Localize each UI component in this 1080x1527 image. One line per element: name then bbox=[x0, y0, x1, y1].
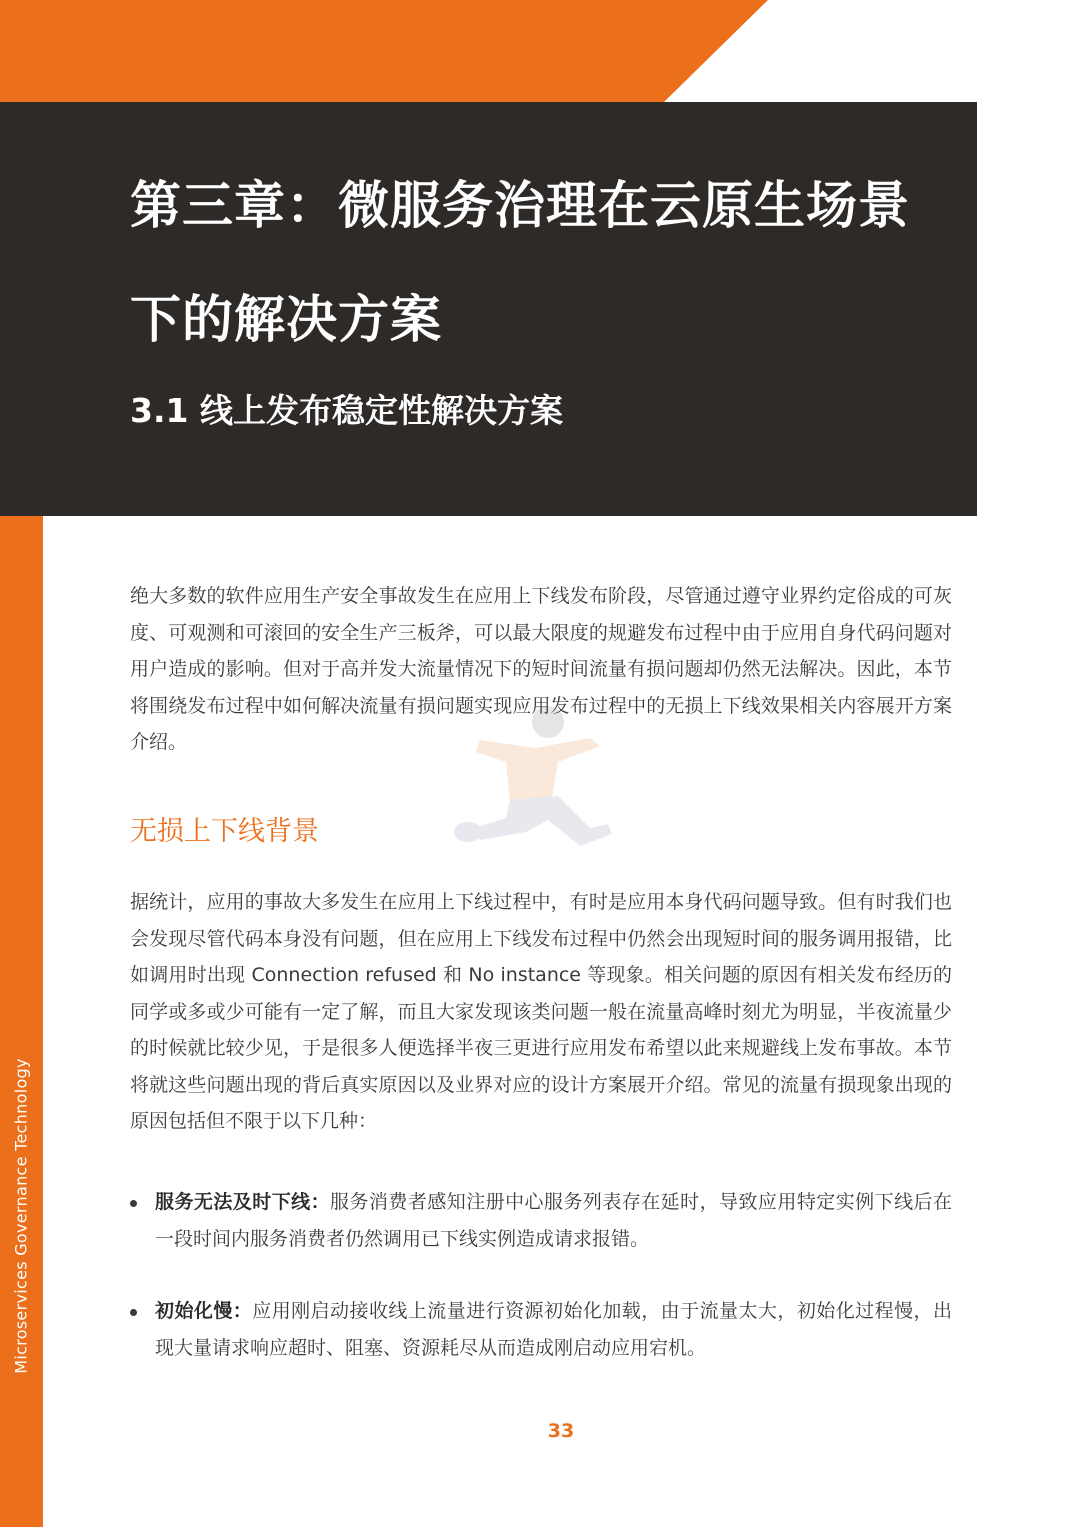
list-item bbox=[130, 1184, 952, 1257]
list-item-description: 服务消费者感知注册中心服务列表存在延时，导致应用特定实例下线后在一段时间内服务消费者仍然调用已下线实例造成请求报错。 bbox=[155, 1191, 952, 1250]
background-paragraph: 据统计，应用的事故大多发生在应用上下线过程中，有时是应用本身代码问题导致。但有时我们也会发现尽管代码本身没有问题，但在应用上下线发布过程中仍然会出现短时间的服务调用报错，比如调用时出现 Connection refused 和 No instance 等现象。相关问题的原因有相关发布经历的同学或多或少可能有一定了解，而且大家发现该类问题一般在流量高峰时刻尤为明显，半夜流量少的时候就比较少见，于是很多人便选择半夜三更进行应用发布希望以此来规避线上发布事故。本节将就这些问题出现的背后真实原因以及业界对应的设计方案展开介绍。常见的流量有损现象出现的原因包括但不限于以下几种： bbox=[130, 891, 952, 1132]
intro-paragraph: 绝大多数的软件应用生产安全事故发生在应用上下线发布阶段，尽管通过遵守业界约定俗成的可灰度、可观测和可滚回的安全生产三板斧，可以最大限度的规避发布过程中由于应用自身代码问题对用户造成的影响。但对于高并发大流量情况下的短时间流量有损问题却仍然无法解决。因此，本节将围绕发布过程中如何解决流量有损问题实现应用发布过程中的无损上下线效果相关内容展开方案介绍。 bbox=[130, 585, 952, 753]
page-number: 33 bbox=[547, 1420, 575, 1442]
list-item-description: 应用刚启动接收线上流量进行资源初始化加载，由于流量太大，初始化过程慢，出现大量请求响应超时、阻塞、资源耗尽从而造成刚启动应用宕机。 bbox=[155, 1300, 952, 1359]
chapter-title: 第三章：微服务治理在云原生场景下的解决方案 bbox=[130, 177, 911, 350]
bullet-dot-icon bbox=[130, 1200, 137, 1207]
subsection-heading: 无损上下线背景 bbox=[130, 816, 319, 847]
list-item-term: 服务无法及时下线： bbox=[155, 1191, 331, 1213]
list-item-text bbox=[155, 1293, 952, 1366]
section-title: 3.1 线上发布稳定性解决方案 bbox=[130, 391, 563, 430]
list-item-text bbox=[155, 1184, 952, 1257]
top-accent-banner bbox=[0, 0, 1080, 102]
side-vertical-label: Microservices Governance Technology bbox=[11, 1058, 31, 1374]
side-accent-strip bbox=[0, 516, 43, 1527]
list-item bbox=[130, 1293, 952, 1366]
list-item-term: 初始化慢： bbox=[155, 1300, 253, 1322]
bullet-dot-icon bbox=[130, 1309, 137, 1316]
